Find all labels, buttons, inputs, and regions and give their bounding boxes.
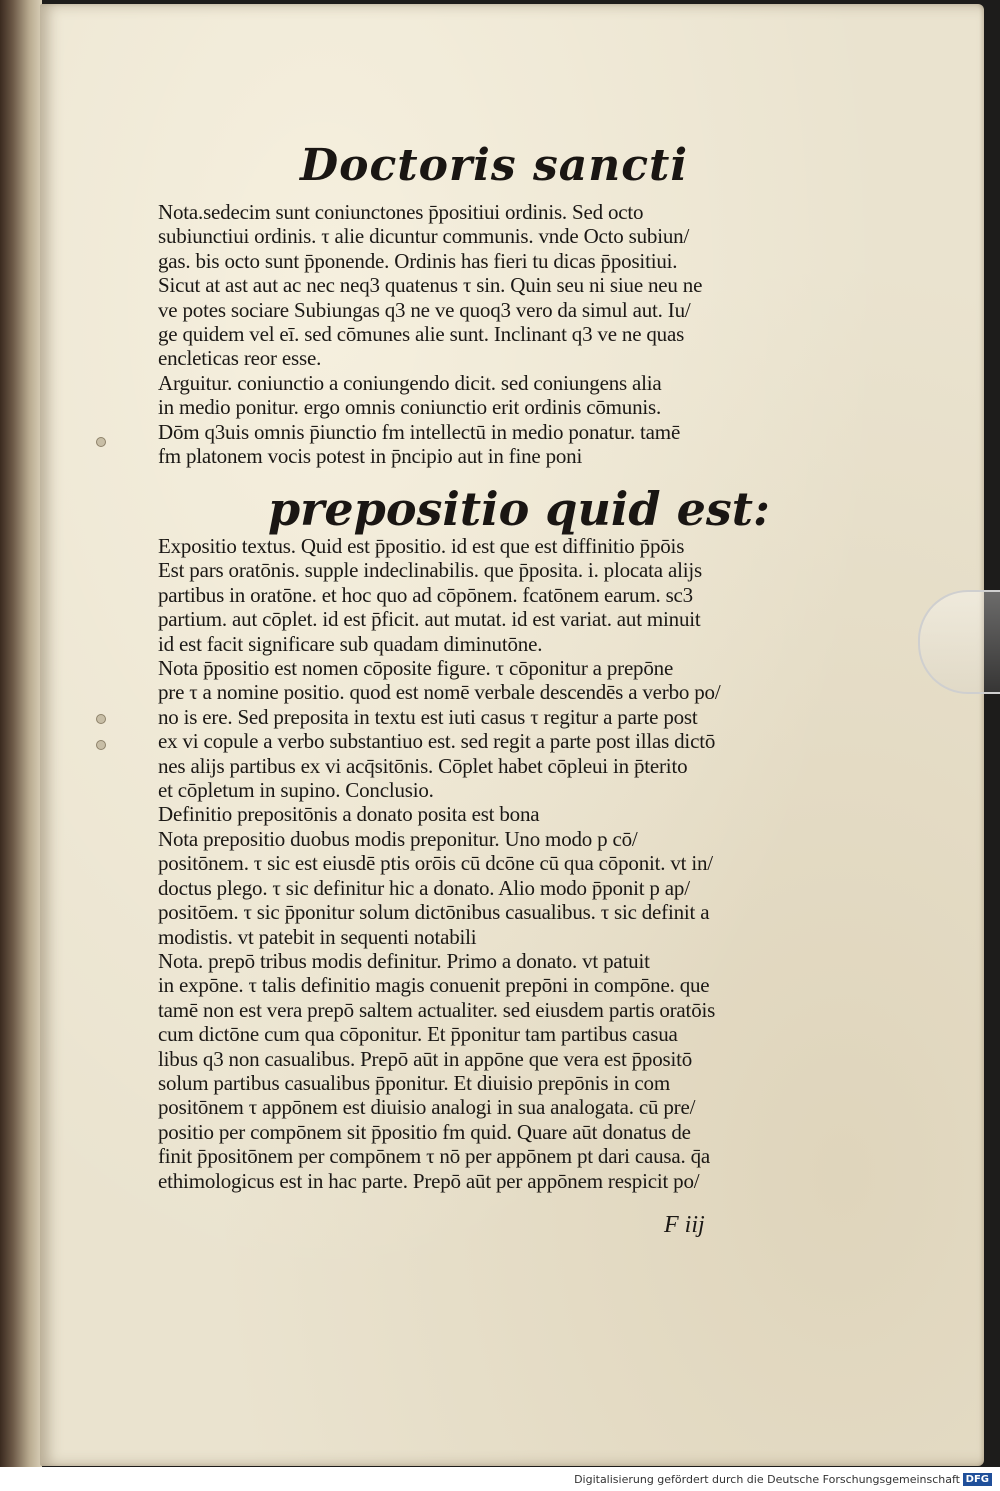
- footer-credit: Digitalisierung gefördert durch die Deutsche Forschungsgemeinschaft: [574, 1473, 960, 1486]
- text-line: no is ere. Sed preposita in textu est iuti casus τ regitur a parte post: [158, 704, 698, 729]
- text-line: Nota p̄positio est nomen cōposite figure. τ cōponitur a prepōne: [158, 656, 674, 681]
- text-line: nes alijs partibus ex vi acq̄sitōnis. Cōplet habet cōpleui in p̄terito: [158, 753, 688, 778]
- text-line: positio per compōnem sit p̄positio fm quid. Quare aūt donatus de: [158, 1119, 691, 1144]
- binding-hole: [96, 740, 106, 750]
- footer-bar: [0, 1467, 1000, 1491]
- text-line: Est pars oratōnis. supple indeclinabilis. que p̄posita. i. plocata alijs: [158, 558, 702, 583]
- text-line: positōnem. τ sic est eiusdē ptis orōis cū dcōne cū qua cōponit. vt in/: [158, 851, 713, 876]
- text-line: doctus plego. τ sic definitur hic a donato. Alio modo p̄ponit p ap/: [158, 875, 690, 900]
- text-line: Sicut at ast aut ac nec neq3 quatenus τ sin. Quin seu ni siue neu ne: [158, 273, 703, 298]
- text-line: Expositio textus. Quid est p̄positio. id est que est diffinitio p̄pōis: [158, 534, 685, 558]
- binding-hole: [96, 437, 106, 447]
- text-line: partium. aut cōplet. id est p̄ficit. aut mutat. id est variat. aut minuit: [158, 607, 701, 632]
- text-line: in medio ponitur. ergo omnis coniunctio erit ordinis cōmunis.: [158, 395, 662, 420]
- text-line: positōem. τ sic p̄ponitur solum dictōnibus casualibus. τ sic definit a: [158, 900, 710, 925]
- text-line: tamē non est vera prepō saltem actualiter. sed eiusdem partis oratōis: [158, 997, 716, 1022]
- signature-mark: F iij: [664, 1212, 705, 1238]
- book-spine: [0, 0, 42, 1470]
- binding-hole: [96, 714, 106, 724]
- text-line: libus q3 non casualibus. Prepō aūt in appōne que vera est p̄positō: [158, 1046, 693, 1071]
- text-line: solum partibus casualibus p̄ponitur. Et diuisio prepōnis in com: [158, 1070, 670, 1095]
- text-block-2: [158, 534, 783, 1193]
- text-line: modistis. vt patebit in sequenti notabili: [158, 924, 477, 949]
- text-line: finit p̄positōnem per compōnem τ nō per appōnem pt dari causa. q̄a: [158, 1144, 710, 1169]
- text-line: partibus in oratōne. et hoc quo ad cōpōnem. fcatōnem earum. sc3: [158, 582, 693, 607]
- text-line: ge quidem vel eī. sed cōmunes alie sunt. Inclinant q3 ve ne quas: [158, 322, 685, 347]
- text-line: ethimologicus est in hac parte. Prepō aūt per appōnem respicit po/: [158, 1168, 700, 1193]
- text-line: encleticas reor esse.: [158, 346, 322, 371]
- running-head: Doctoris sancti: [300, 140, 689, 191]
- text-line: id est facit significare sub quadam diminutōne.: [158, 631, 543, 656]
- text-line: Nota. prepō tribus modis definitur. Primo a donato. vt patuit: [158, 948, 650, 973]
- text-line: pre τ a nomine positio. quod est nomē verbale descendēs a verbo po/: [158, 680, 721, 705]
- text-line: positōnem τ appōnem est diuisio analogi in sua analogata. cū pre/: [158, 1095, 696, 1120]
- text-line: cum dictōne cum qua cōponitur. Et p̄ponitur tam partibus casua: [158, 1022, 678, 1047]
- text-line: et cōpletum in supino. Conclusio.: [158, 778, 434, 803]
- text-line: Dōm q3uis omnis p̄iunctio fm intellectū in medio ponatur. tamē: [158, 419, 681, 444]
- text-block-1: [158, 200, 783, 468]
- text-line: ex vi copule a verbo substantiuo est. sed regit a parte post illas dictō: [158, 729, 716, 754]
- text-line: Definitio prepositōnis a donato posita est bona: [158, 802, 540, 827]
- section-heading: prepositio quid est:: [268, 482, 770, 536]
- text-line: Nota.sedecim sunt coniunctones p̄positiui ordinis. Sed octo: [158, 200, 644, 224]
- text-line: gas. bis octo sunt p̄ponende. Ordinis has fieri tu dicas p̄positiui.: [158, 248, 678, 273]
- dfg-logo: DFG: [963, 1473, 992, 1486]
- text-line: in expōne. τ talis definitio magis conuenit prepōni in compōne. que: [158, 973, 710, 998]
- text-line: fm platonem vocis potest in p̄ncipio aut in fine poni: [158, 444, 583, 469]
- text-line: subiunctiui ordinis. τ alie dicuntur communis. vnde Octo subiun/: [158, 224, 690, 249]
- text-line: Arguitur. coniunctio a coniungendo dicit. sed coniungens alia: [158, 370, 662, 395]
- text-line: ve potes sociare Subiungas q3 ne ve quoq3 vero da simul aut. Iu/: [158, 297, 691, 322]
- text-line: Nota prepositio duobus modis preponitur. Uno modo p cō/: [158, 826, 638, 851]
